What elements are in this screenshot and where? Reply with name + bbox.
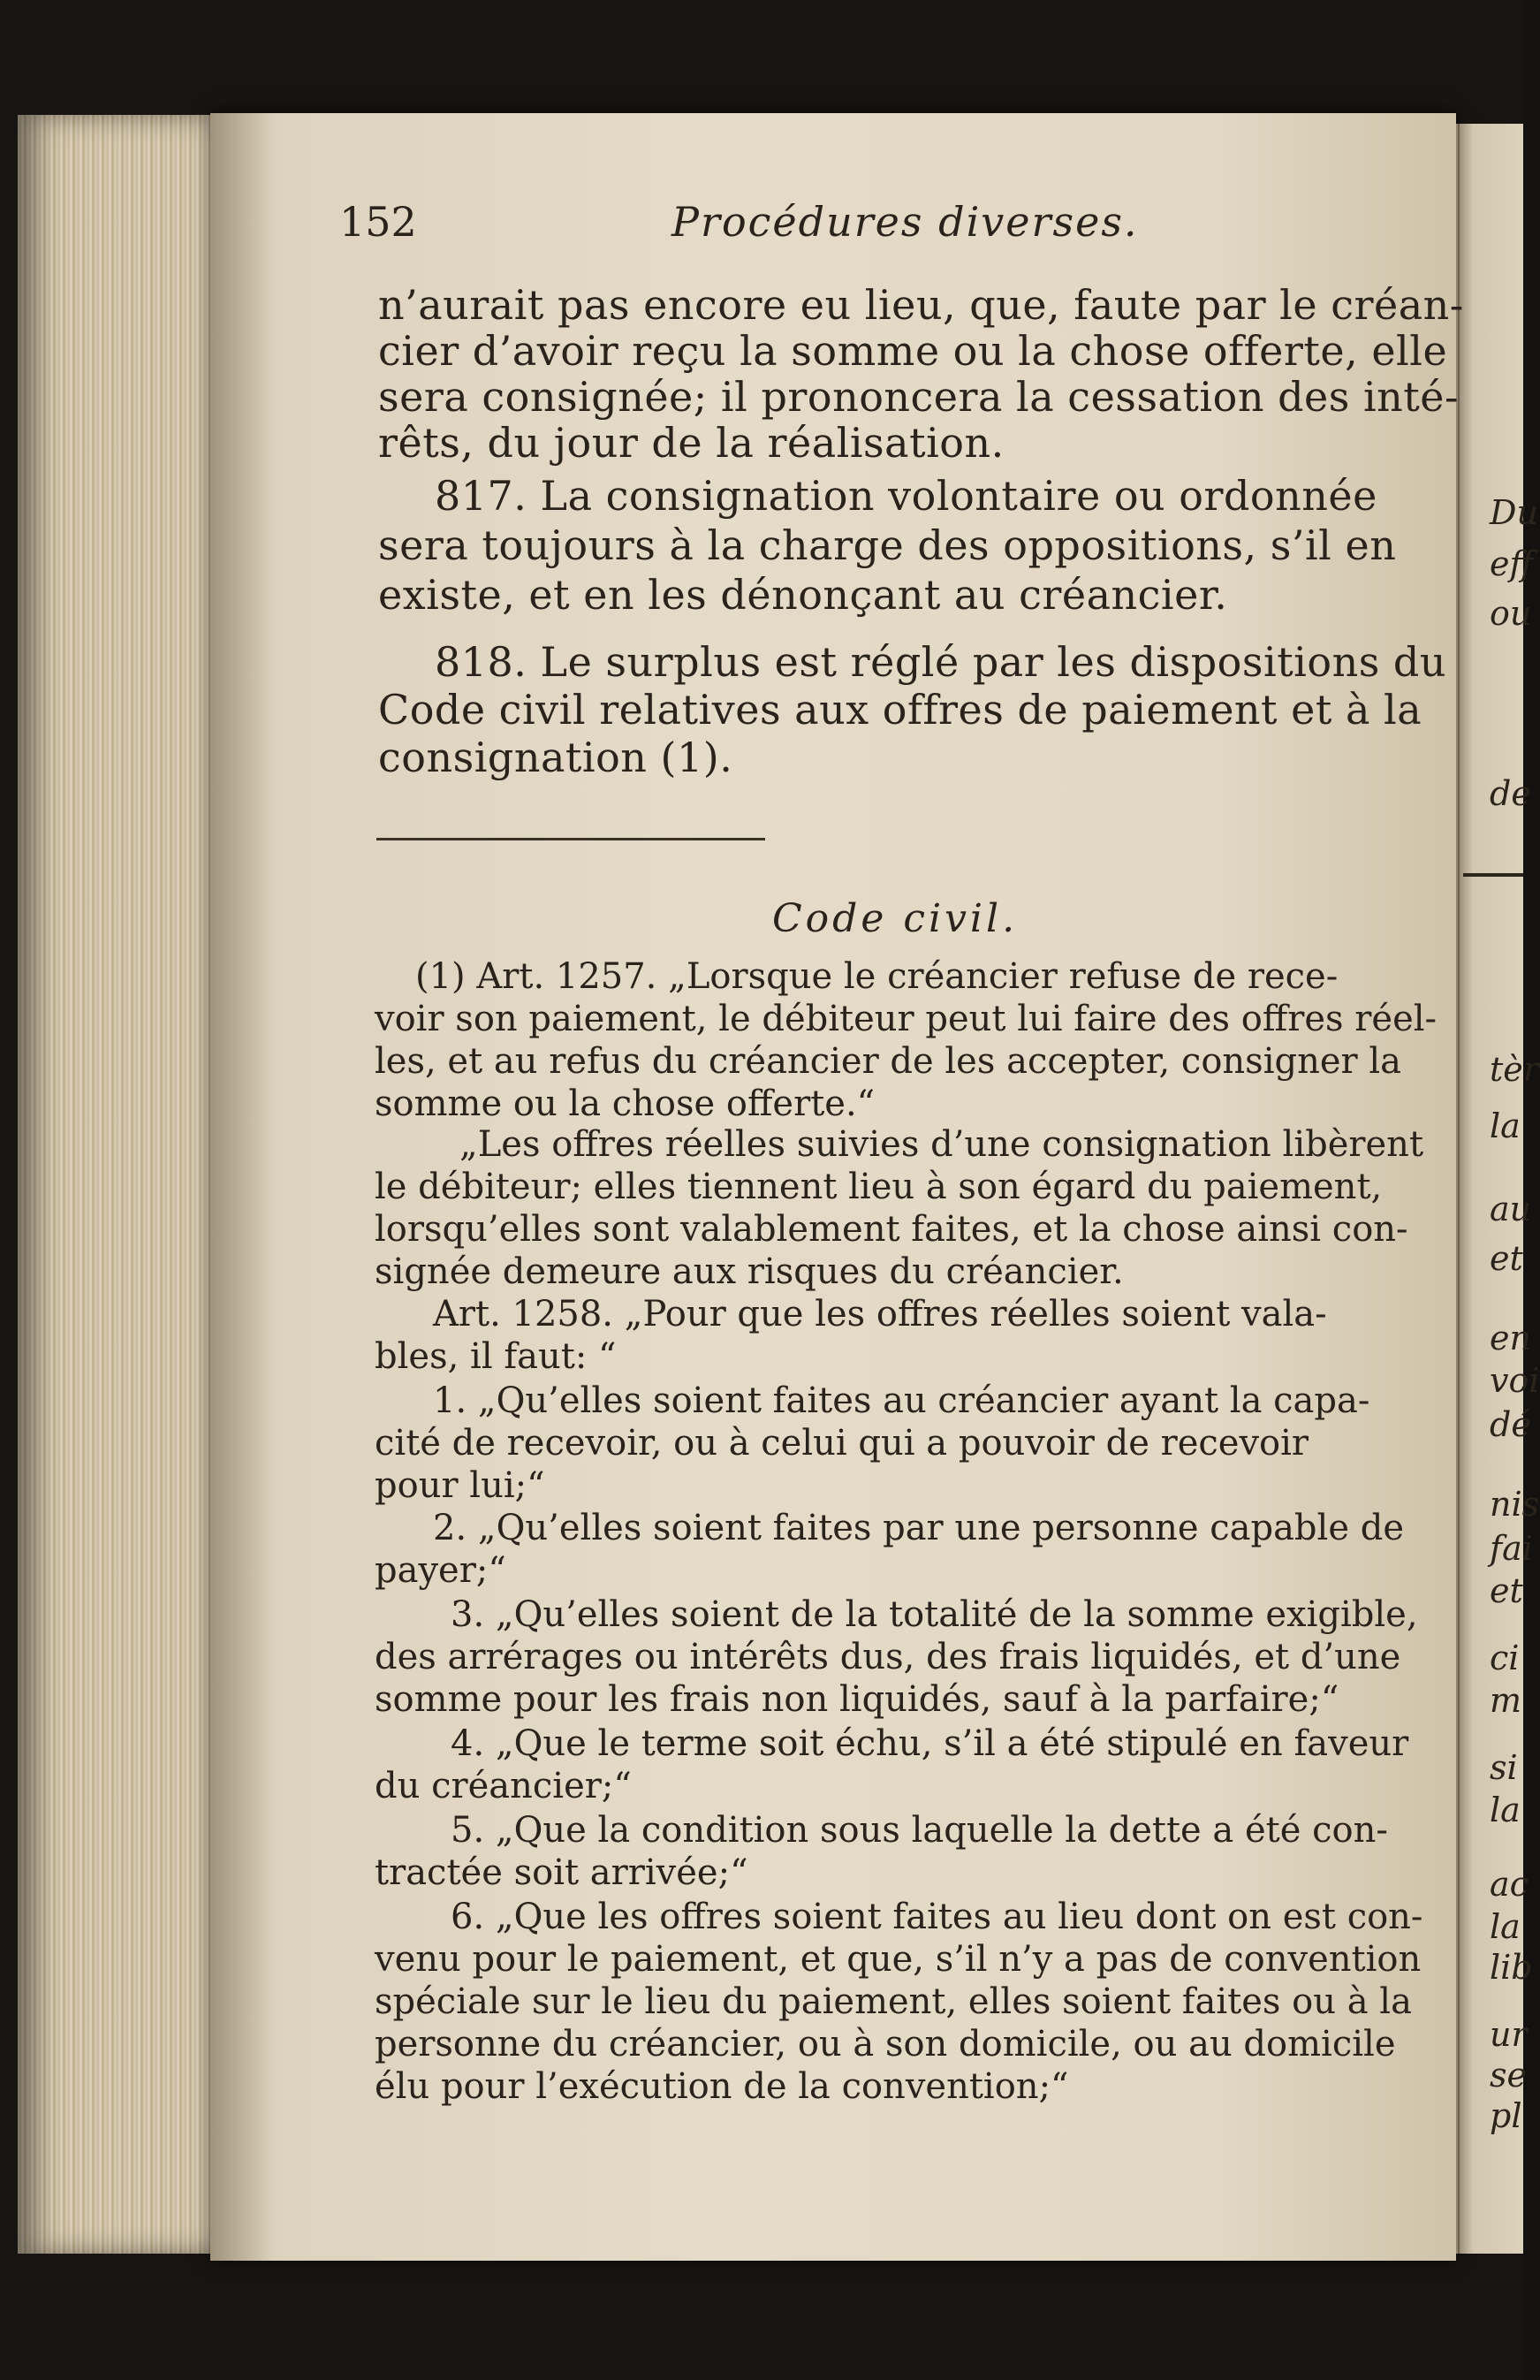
next-page-fragment: si xyxy=(1490,1748,1518,1787)
next-page-fragment: tèr xyxy=(1490,1050,1539,1089)
footnote-line: les, et au refus du créancier de les accepter, consigner la xyxy=(375,1041,1402,1082)
footnote-line: des arrérages ou intérêts dus, des frais liquidés, et d’une xyxy=(375,1637,1401,1677)
footnote-line: „Les offres réelles suivies d’une consignation libèrent xyxy=(459,1124,1424,1165)
next-page-fragment: au xyxy=(1490,1190,1532,1228)
next-page-fragment: se xyxy=(1490,2056,1527,2095)
next-page-fragment: voi xyxy=(1490,1361,1540,1400)
book-fore-edge xyxy=(18,115,225,2254)
footnote-line: voir son paiement, le débiteur peut lui faire des offres réel- xyxy=(375,999,1438,1039)
footnote-line: 3. „Qu’elles soient de la totalité de la somme exigible, xyxy=(451,1594,1418,1635)
footnote-line: venu pour le paiement, et que, s’il n’y a pas de convention xyxy=(375,1939,1422,1980)
footnote-line: payer;“ xyxy=(375,1550,506,1591)
next-page-fragment: ur xyxy=(1490,2015,1528,2054)
footnote-line: pour lui;“ xyxy=(375,1465,545,1506)
next-page-fragment: en xyxy=(1490,1319,1531,1357)
text-line: 818. Le surplus est réglé par les dispositions du xyxy=(435,638,1447,686)
footnote-line: personne du créancier, ou à son domicile, ou au domicile xyxy=(375,2024,1396,2064)
next-page-edge xyxy=(1456,124,1540,2254)
next-page-fragment: eff xyxy=(1490,544,1534,583)
next-page-fragment: la xyxy=(1490,1907,1521,1946)
next-page-fragment: nis xyxy=(1490,1485,1540,1524)
text-line: n’aurait pas encore eu lieu, que, faute par le créan- xyxy=(378,281,1464,329)
footnote-line: le débiteur; elles tiennent lieu à son égard du paiement, xyxy=(375,1167,1383,1207)
next-page-fragment: ou xyxy=(1490,594,1532,633)
next-page-fragment: la xyxy=(1490,1791,1521,1829)
footnote-line: du créancier;“ xyxy=(375,1766,632,1806)
running-title: Procédures diverses. xyxy=(671,198,1139,246)
footnote-line: Art. 1258. „Pour que les offres réelles soient vala- xyxy=(433,1294,1327,1334)
next-page-fragment: fai xyxy=(1490,1529,1533,1568)
next-page-fragment: lib xyxy=(1490,1948,1533,1987)
text-line: 817. La consignation volontaire ou ordonnée xyxy=(435,472,1377,520)
next-page-dash xyxy=(1463,873,1523,877)
footnote-line: 1. „Qu’elles soient faites au créancier ayant la capa- xyxy=(433,1380,1370,1421)
footnote-line: élu pour l’exécution de la convention;“ xyxy=(375,2066,1069,2107)
text-line: rêts, du jour de la réalisation. xyxy=(378,419,1005,467)
footnote-line: 5. „Que la condition sous laquelle la dette a été con- xyxy=(451,1810,1388,1851)
text-line: existe, et en les dénonçant au créancier. xyxy=(378,571,1228,619)
next-page-fragment: de xyxy=(1490,774,1531,813)
footnote-line: spéciale sur le lieu du paiement, elles soient faites ou à la xyxy=(375,1981,1412,2022)
text-line: sera consignée; il prononcera la cessation des inté- xyxy=(378,373,1460,421)
next-page-rule xyxy=(1458,124,1460,2254)
next-page-fragment: dé xyxy=(1490,1405,1531,1444)
next-page-fragment: Du xyxy=(1490,493,1538,532)
next-page-fragment: ac xyxy=(1490,1865,1529,1904)
text-line: Code civil relatives aux offres de paiement et à la xyxy=(378,686,1422,734)
next-page-fragment: et xyxy=(1490,1571,1523,1610)
footnote-line: tractée soit arrivée;“ xyxy=(375,1852,748,1893)
footnote-line: 4. „Que le terme soit échu, s’il a été stipulé en faveur xyxy=(451,1723,1409,1764)
footnote-heading: Code civil. xyxy=(772,896,1019,941)
footnote-line: signée demeure aux risques du créancier. xyxy=(375,1251,1124,1292)
next-page-fragment: ci xyxy=(1490,1639,1520,1677)
next-page-fragment: la xyxy=(1490,1106,1521,1145)
footnote-line: lorsqu’elles sont valablement faites, et la chose ainsi con- xyxy=(375,1209,1408,1250)
footnote-line: 2. „Qu’elles soient faites par une personne capable de xyxy=(433,1508,1404,1548)
text-line: consignation (1). xyxy=(378,734,733,781)
footnote-line: somme pour les frais non liquidés, sauf à la parfaire;“ xyxy=(375,1679,1339,1720)
text-line: sera toujours à la charge des oppositions, s’il en xyxy=(378,521,1397,569)
footnote-line: somme ou la chose offerte.“ xyxy=(375,1084,876,1124)
footnote-line: 6. „Que les offres soient faites au lieu dont on est con- xyxy=(451,1897,1423,1937)
page-gutter-shadow xyxy=(210,113,272,2261)
footnote-rule xyxy=(376,838,765,840)
footnote-line: (1) Art. 1257. „Lorsque le créancier refuse de rece- xyxy=(415,956,1339,997)
text-line: cier d’avoir reçu la somme ou la chose offerte, elle xyxy=(378,327,1448,375)
next-page-fragment: pl xyxy=(1490,2096,1522,2135)
next-page-fragment: et xyxy=(1490,1239,1523,1278)
footnote-line: cité de recevoir, ou à celui qui a pouvoir de recevoir xyxy=(375,1423,1309,1464)
page-number: 152 xyxy=(339,198,417,246)
next-page-fragment: m xyxy=(1490,1681,1522,1720)
footnote-line: bles, il faut: “ xyxy=(375,1336,617,1377)
